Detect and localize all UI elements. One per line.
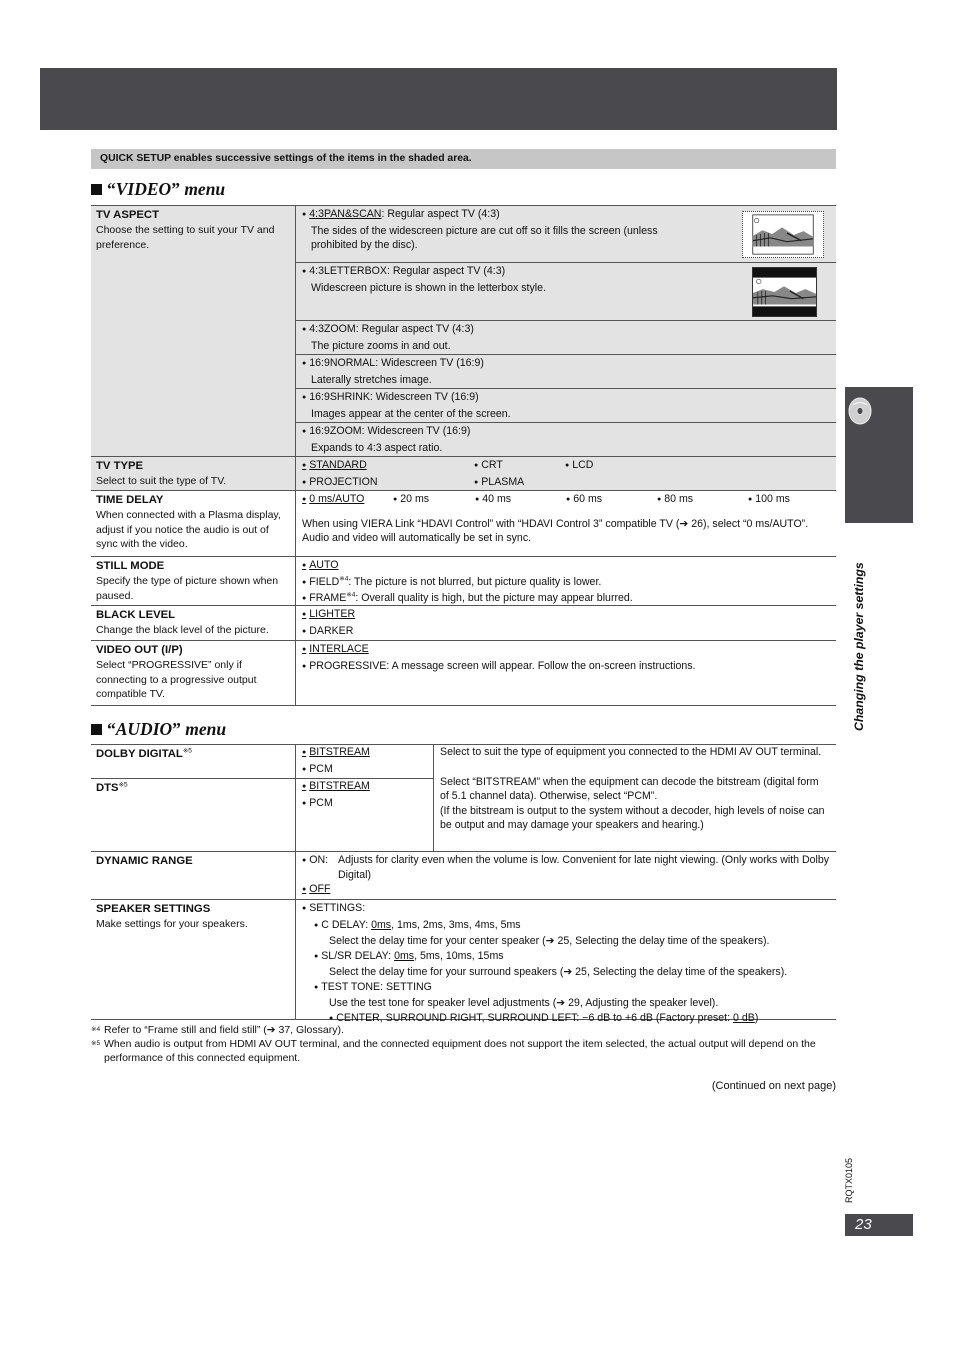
black-level-title: BLACK LEVEL	[96, 609, 176, 621]
table-row: TIME DELAY When connected with a Plasma display, adjust if you notice the audio is out of sync with the video. ● 0 ms/AUTO ● 20 ms ● 40 ms ● 60 ms ● 80 ms ● 100 ms When using VIERA Link “HDAVI Control” with “HDAVI Control 3” compatible TV (➔ 26), select “0 ms/AUTO”. Audio and video will automatically be set in sync.	[91, 491, 836, 557]
dolby-digital-title: DOLBY DIGITAL	[96, 748, 183, 760]
table-row: SPEAKER SETTINGS Make settings for your speakers. ● SETTINGS: ● C DELAY: 0ms, 1ms, 2ms, 3ms, 4ms, 5ms Select the delay time for your center speaker (➔ 25, Selecting the delay time of the speakers). ● SL/SR DELAY: 0ms, 5ms, 10ms, 15ms Select the delay time for your surround speakers (➔ 25, Selecting the delay time of the speakers). ● TEST TONE: SETTING Use the test tone for speaker level adjustments (➔ 29, Adjusting the speaker level). ● CENTER, SURROUND RIGHT, SURROUND LEFT: −6 dB to +6 dB (Factory preset: 0 dB)	[91, 900, 836, 1020]
speaker-settings-title: SPEAKER SETTINGS	[96, 903, 211, 915]
table-row: TV TYPE Select to suit the type of TV. ● STANDARD ● CRT ● LCD ● PROJECTION ● PLASMA	[91, 457, 836, 491]
letterbox-picture	[752, 267, 817, 317]
tv-type-lcd: ● LCD	[565, 458, 593, 475]
continued-note: (Continued on next page)	[711, 1080, 836, 1092]
video-out-title: VIDEO OUT (I/P)	[96, 644, 183, 656]
side-label: Changing the player settings	[852, 562, 866, 731]
dynamic-range-title: DYNAMIC RANGE	[96, 855, 193, 867]
table-row: DOLBY DIGITAL$^{※5}$ ● BITSTREAM ● PCM DTS$^{※5}$ ● BITSTREAM ● PCM Select to suit the type of equipment you connected to the HDMI AV OUT terminal. Select “BITSTREAM” when the equipment can decode the bitstream (digital form of 5.1 channel data). Otherwise, select “PCM”. (If the bitstream is output to the system without a decoder, high levels of noise can be output and may damage your speakers and hearing.)	[91, 745, 836, 852]
video-menu-table	[91, 205, 836, 706]
time-delay-note: When using VIERA Link “HDAVI Control” with “HDAVI Control 3” compatible TV (➔ 26), select “0 ms/AUTO”. Audio and video will automatically be set in sync.	[302, 517, 809, 544]
tv-type-crt: ● CRT	[474, 458, 565, 475]
option-16-9-zoom: ● 16:9ZOOM: Widescreen TV (16:9) Expands to 4:3 aspect ratio.	[296, 423, 836, 457]
table-row: STILL MODE Specify the type of picture shown when paused. ● AUTO ● FIELD$^{※4}$: The picture is not blurred, but picture quality is lower. ● FRAME$^{※4}$: Overall quality is high, but the picture may appear blurred.	[91, 557, 836, 606]
square-bullet-icon	[91, 184, 102, 195]
table-row: VIDEO OUT (I/P) Select “PROGRESSIVE” only if connecting to a progressive output compatible TV. ● INTERLACE ● PROGRESSIVE: A message screen will appear. Follow the on-screen instructions.	[91, 641, 836, 706]
square-bullet-icon	[91, 724, 102, 735]
time-delay-title: TIME DELAY	[96, 494, 164, 506]
tv-type-plasma: ● PLASMA	[474, 475, 524, 492]
option-pan-scan: ● 4:3PAN&SCAN: Regular aspect TV (4:3) The sides of the widescreen picture are cut off so it fills the screen (unless prohibited by the disc).	[296, 206, 836, 263]
option-letterbox: ● 4:3LETTERBOX: Regular aspect TV (4:3) Widescreen picture is shown in the letterbox style.	[296, 263, 836, 321]
disc-icon	[848, 396, 872, 426]
table-row: DYNAMIC RANGE ● ON: Adjusts for clarity even when the volume is low. Convenient for late night viewing. (Only works with Dolby Digital) ● OFF	[91, 852, 836, 900]
table-row	[91, 206, 836, 457]
footnotes: ※4 Refer to “Frame still and field still” (➔ 37, Glossary). ※5 When audio is output from HDMI AV OUT terminal, and the connected equipment does not support the item selected, the actual output will depend on the performance of this connected equipment.	[91, 1024, 816, 1065]
tv-aspect-desc: Choose the setting to suit your TV and preference.	[96, 224, 275, 251]
option-16-9-normal: ● 16:9NORMAL: Widescreen TV (16:9) Laterally stretches image.	[296, 355, 836, 389]
table-row: BLACK LEVEL Change the black level of the picture. ● LIGHTER ● DARKER	[91, 606, 836, 641]
option-zoom: ● 4:3ZOOM: Regular aspect TV (4:3) The picture zooms in and out.	[296, 321, 836, 355]
digital-output-note: Select to suit the type of equipment you connected to the HDMI AV OUT terminal. Select “BITSTREAM” when the equipment can decode the bitstream (digital form of 5.1 channel data). Otherwise, select “PCM”. (If the bitstream is output to the system without a decoder, high levels of noise can be output and may damage your speakers and hearing.)	[440, 746, 825, 831]
header-bar	[40, 68, 837, 130]
page-number: 23	[845, 1214, 913, 1236]
model-code: RQTX0105	[844, 1157, 854, 1203]
video-menu-heading: “VIDEO” menu	[91, 179, 225, 199]
tv-type-title: TV TYPE	[96, 460, 144, 472]
tv-type-standard: ● STANDARD	[302, 458, 474, 475]
still-mode-title: STILL MODE	[96, 560, 165, 572]
tv-type-projection: ● PROJECTION	[302, 475, 474, 492]
pan-scan-picture	[742, 211, 824, 258]
tv-aspect-title: TV ASPECT	[96, 209, 159, 221]
audio-menu-table	[91, 744, 836, 1024]
audio-menu-heading: “AUDIO” menu	[91, 719, 226, 739]
dts-title: DTS	[96, 782, 119, 794]
option-16-9-shrink: ● 16:9SHRINK: Widescreen TV (16:9) Images appear at the center of the screen.	[296, 389, 836, 423]
quick-setup-note: QUICK SETUP enables successive settings of the items in the shaded area.	[91, 149, 836, 169]
